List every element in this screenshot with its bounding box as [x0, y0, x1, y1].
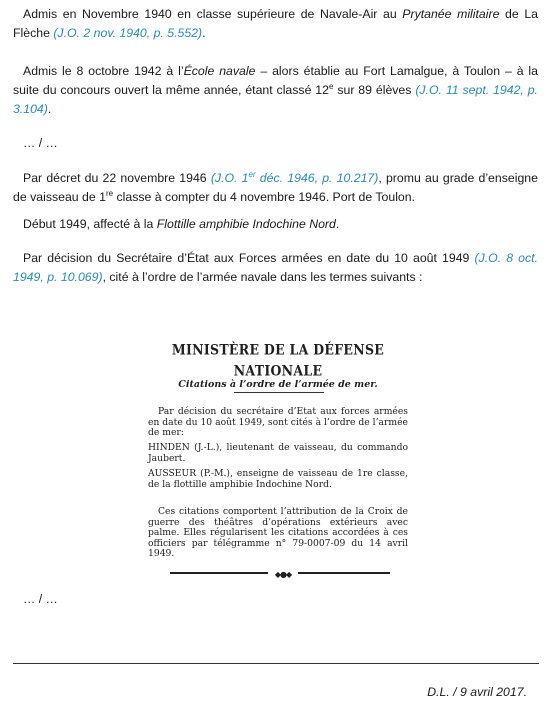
journal-reference	[211, 171, 379, 185]
text: Début 1949, affecté à la	[23, 217, 157, 231]
text: , promu au grade d’enseigne de vaisseau de 1	[13, 171, 538, 204]
clipping-intro: Par décision du secrétaire d’Etat aux forces armées en date du 10 août 1949, sont cités à l’ordre de l’armée de mer:	[148, 406, 408, 439]
journal-reference: (J.O. 8 oct. 1949, p. 10.069)	[13, 251, 539, 284]
clipping-divider	[234, 392, 324, 393]
clipping-entry-hinden: HINDEN (J.-L.), lieutenant de vaisseau, du commando Jaubert.	[148, 442, 408, 464]
text: Admis le 8 octobre 1942 à l’	[23, 64, 184, 78]
clipping-subheading: Citations à l’ordre de l’armée de mer.	[178, 379, 378, 390]
superscript: re	[105, 189, 114, 198]
paragraph-ecole-navale	[13, 62, 538, 119]
paragraph-flottille	[13, 215, 538, 234]
italic-text: École navale	[183, 64, 256, 78]
paragraph-prytanee	[13, 5, 538, 43]
italic-text: Flottille amphibie Indochine Nord	[156, 217, 336, 231]
superscript: e	[328, 82, 334, 91]
italic-text: Prytanée militaire	[402, 7, 500, 21]
text: Par décision du Secrétaire d’État aux Forces armées en date du 10 août 1949	[23, 251, 475, 265]
journal-reference: (J.O. 11 sept. 1942, p. 3.104)	[13, 83, 538, 116]
clipping-entry-ausseur: AUSSEUR (P.-M.), enseigne de vaisseau de 1re classe, de la flottille amphibie Indochine Nord.	[148, 468, 408, 490]
text: Admis en Novembre 1940 en classe supérieure de Navale-Air au	[23, 7, 403, 21]
journal-reference: (J.O. 2 nov. 1940, p. 5.552)	[53, 26, 203, 40]
paragraph-promotion	[13, 169, 538, 207]
text: déc. 1946, p. 10.217)	[255, 171, 379, 185]
text: .	[202, 26, 206, 40]
newspaper-clipping	[142, 337, 414, 577]
paragraph-citation	[13, 249, 538, 287]
text: (J.O. 1	[210, 171, 249, 185]
text: classe à compter du 4 novembre 1946. Port de Toulon.	[113, 190, 416, 204]
clipping-closing: Ces citations comportent l’attribution de la Croix de guerre des théâtres d’opérations extérieurs avec palme. Elles régularisent les citations accordées à ces officiers par télégramme n° 79-0007-09 du 14 avril 1949.	[148, 506, 408, 560]
text: .	[335, 217, 340, 231]
ellipsis-separator: … / …	[23, 592, 58, 606]
superscript: er	[248, 170, 256, 179]
text: de La Flèche	[13, 7, 538, 40]
text: sur 89 élèves	[333, 83, 416, 97]
footer-rule	[13, 663, 539, 664]
text: , cité à l’ordre de l’armée navale dans les termes suivants :	[102, 270, 423, 284]
text: – alors établie au Fort Lamalgue, à Toulon – à la suite du concours ouvert la même année, étant classé 12	[13, 64, 538, 97]
signature: D.L. / 9 avril 2017.	[427, 685, 527, 699]
ellipsis-separator: … / …	[23, 136, 58, 150]
clipping-end-ornament	[170, 569, 390, 577]
clipping-heading: MINISTÈRE DE LA DÉFENSE NATIONALE	[171, 341, 385, 379]
ornament-diamonds: ◆●◆	[268, 565, 298, 584]
text: .	[47, 102, 52, 116]
text: Par décret du 22 novembre 1946	[23, 171, 211, 185]
